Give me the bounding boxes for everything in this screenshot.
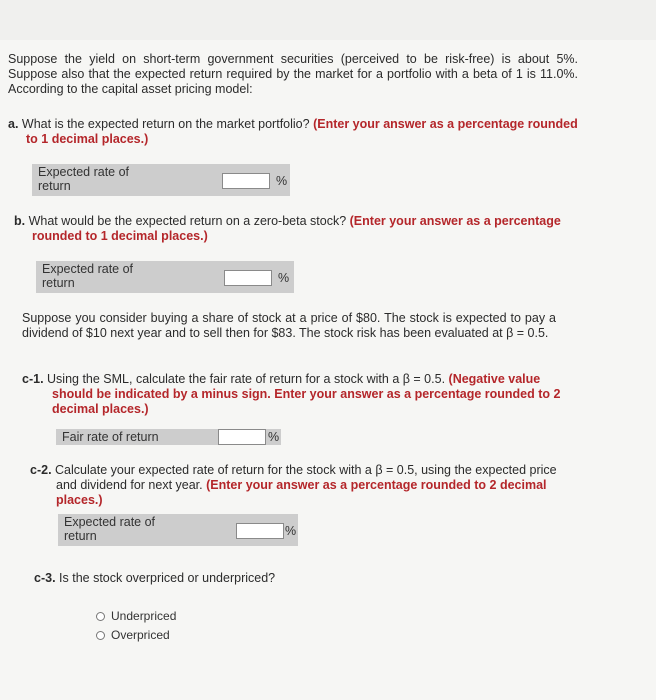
answer-c2-label: Expected rate of return [64, 515, 156, 543]
percent-sign-a: % [276, 174, 288, 188]
question-c2 [30, 463, 571, 508]
expected-rate-return-c2-input[interactable] [236, 523, 284, 539]
question-c2-instruction: (Enter your answer as a percentage rounded to 2 decimal places.) [56, 478, 547, 507]
top-bar [0, 0, 656, 40]
radio-overpriced[interactable] [96, 631, 105, 640]
question-b-text: What would be the expected return on a zero-beta stock? [28, 214, 347, 228]
question-c3 [34, 571, 434, 586]
answer-row-b [36, 261, 294, 293]
question-c1-letter: c-1. [22, 372, 44, 386]
percent-sign-c2: % [285, 524, 297, 538]
answer-c1-label: Fair rate of return [62, 430, 159, 444]
answer-a-label: Expected rate of return [38, 165, 130, 193]
question-a-letter: a. [8, 117, 19, 131]
percent-sign-c1: % [268, 430, 280, 444]
option-overpriced-label: Overpriced [111, 628, 170, 642]
question-b-instruction: (Enter your answer as a percentage rounded to 1 decimal places.) [32, 214, 561, 243]
answer-row-a [32, 164, 290, 196]
question-b [14, 214, 592, 244]
question-b-letter: b. [14, 214, 26, 228]
question-c2-text: Calculate your expected rate of return for the stock with a β = 0.5, using the expected price and dividend for next year. [55, 463, 557, 492]
question-a [8, 117, 586, 147]
question-c1 [22, 372, 582, 417]
question-c3-letter: c-3. [34, 571, 56, 585]
percent-sign-b: % [278, 271, 290, 285]
question-a-text: What is the expected return on the market portfolio? [21, 117, 310, 131]
question-c2-letter: c-2. [30, 463, 52, 477]
question-c1-instruction: (Negative value should be indicated by a minus sign. Enter your answer as a percentage rounded to 2 decimal places.) [52, 372, 561, 416]
question-c3-text: Is the stock overpriced or underpriced? [59, 571, 276, 585]
fair-rate-return-input[interactable] [218, 429, 266, 445]
answer-b-label: Expected rate of return [42, 262, 134, 290]
scenario-text: Suppose you consider buying a share of stock at a price of $80. The stock is expected to pay a dividend of $10 next year and to sell then for $83. The stock risk has been evaluated at β = 0.5. [22, 311, 556, 340]
answer-row-c2 [58, 514, 298, 546]
option-underpriced-label: Underpriced [111, 609, 177, 623]
intro-text: Suppose the yield on short-term government securities (perceived to be risk-free) is about 5%. Suppose also that the expected return required by the market for a portfolio with a beta of 1 is 11.0%. According to the capital asset pricing model: [8, 52, 578, 96]
expected-return-market-input[interactable] [222, 173, 270, 189]
answer-row-c1 [56, 429, 281, 445]
option-underpriced[interactable] [96, 609, 176, 623]
zero-beta-return-input[interactable] [224, 270, 272, 286]
question-a-instruction: (Enter your answer as a percentage rounded to 1 decimal places.) [26, 117, 578, 146]
option-overpriced[interactable] [96, 628, 170, 642]
question-c1-text: Using the SML, calculate the fair rate of return for a stock with a β = 0.5. [47, 372, 446, 386]
radio-underpriced[interactable] [96, 612, 105, 621]
